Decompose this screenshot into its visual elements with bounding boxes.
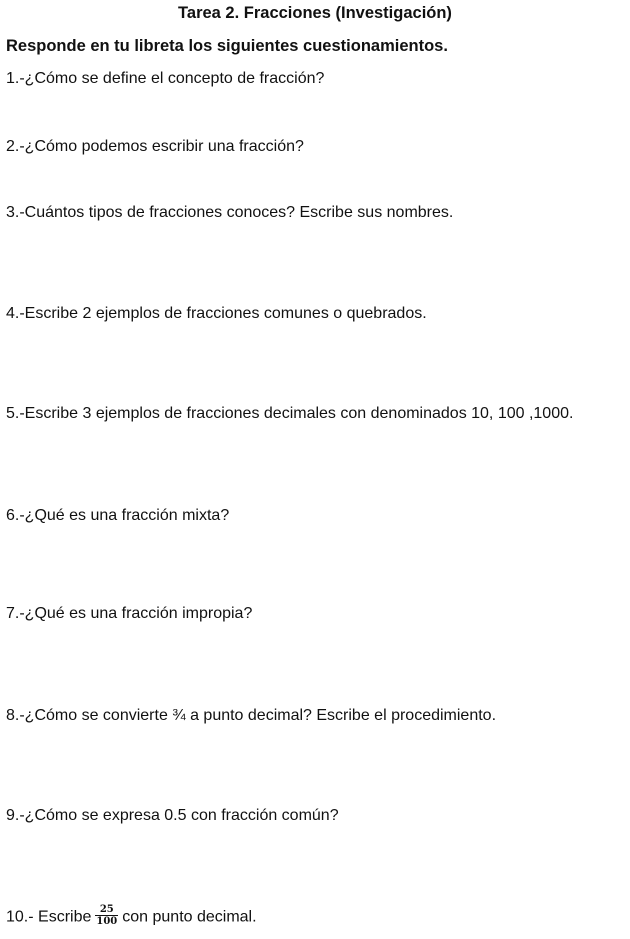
question-2: 2.-¿Cómo podemos escribir una fracción? xyxy=(6,138,304,155)
question-10-prefix: 10.- Escribe xyxy=(6,908,92,926)
question-1: 1.-¿Cómo se define el concepto de fracción? xyxy=(6,70,325,87)
question-6: 6.-¿Qué es una fracción mixta? xyxy=(6,507,230,524)
question-10-suffix: con punto decimal. xyxy=(122,908,257,926)
question-10 xyxy=(6,906,257,929)
question-4: 4.-Escribe 2 ejemplos de fracciones comunes o quebrados. xyxy=(6,305,427,322)
question-7: 7.-¿Qué es una fracción impropia? xyxy=(6,605,253,622)
question-5: 5.-Escribe 3 ejemplos de fracciones decimales con denominados 10, 100 ,1000. xyxy=(6,405,574,422)
document-title: Tarea 2. Fracciones (Investigación) xyxy=(178,4,452,22)
instruction-text: Responde en tu libreta los siguientes cuestionamientos. xyxy=(6,37,448,55)
fraction-denominator: 100 xyxy=(96,916,118,927)
fraction xyxy=(95,904,118,927)
fraction-numerator: 25 xyxy=(95,904,118,916)
question-9: 9.-¿Cómo se expresa 0.5 con fracción común? xyxy=(6,807,339,824)
question-3: 3.-Cuántos tipos de fracciones conoces? Escribe sus nombres. xyxy=(6,204,454,221)
question-8: 8.-¿Cómo se convierte ¾ a punto decimal? Escribe el procedimiento. xyxy=(6,707,497,724)
